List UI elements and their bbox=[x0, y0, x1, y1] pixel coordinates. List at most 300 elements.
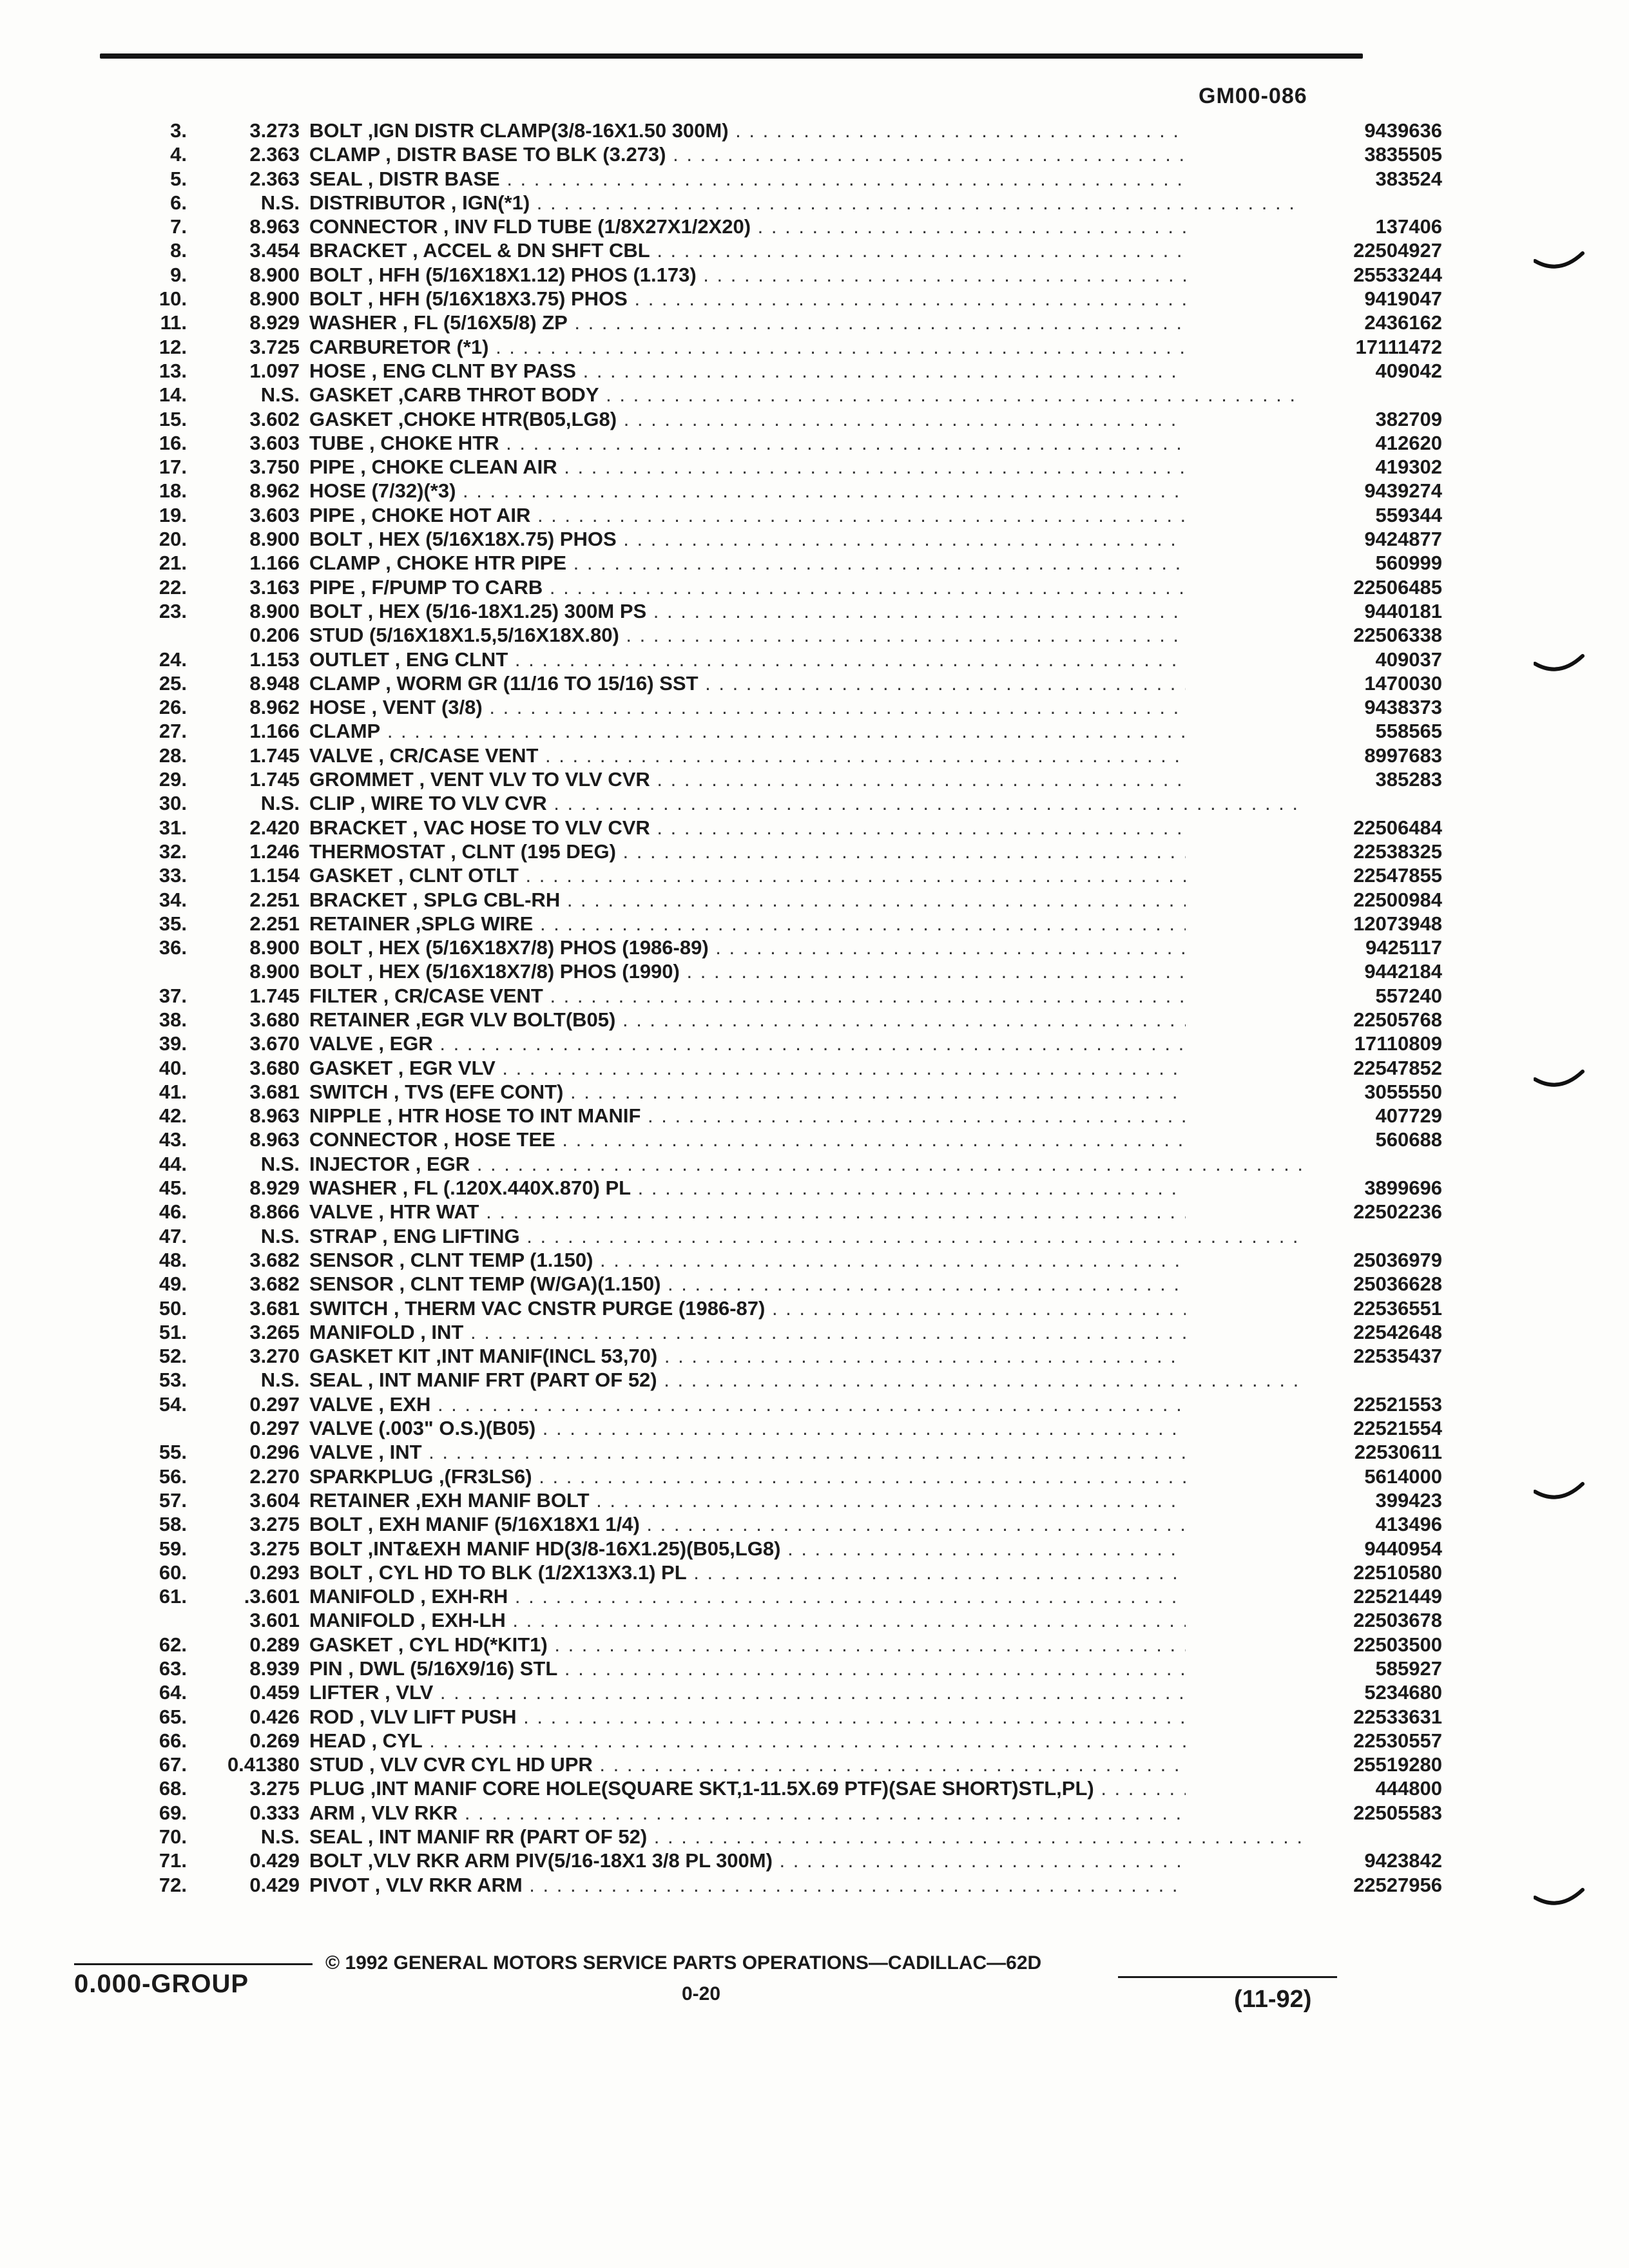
item-number: 16. bbox=[159, 431, 187, 454]
top-rule bbox=[100, 53, 1363, 59]
group-number: 0.296 bbox=[249, 1441, 300, 1464]
group-number: 1.745 bbox=[249, 984, 300, 1007]
item-number: 31. bbox=[159, 816, 187, 839]
group-number: N.S. bbox=[260, 1152, 300, 1175]
part-number: 22547855 bbox=[1186, 863, 1442, 887]
item-number: 48. bbox=[159, 1248, 187, 1271]
part-description: NIPPLE , HTR HOSE TO INT MANIF . . . bbox=[309, 1104, 1302, 1128]
item-number: 54. bbox=[159, 1392, 187, 1416]
part-row bbox=[97, 191, 1360, 215]
group-number: 0.293 bbox=[249, 1561, 300, 1584]
group-number: .3.601 bbox=[244, 1585, 300, 1608]
part-description: GASKET , EGR VLV . . . bbox=[309, 1056, 1302, 1080]
part-number: 5614000 bbox=[1186, 1465, 1442, 1488]
item-number: 21. bbox=[159, 552, 187, 575]
part-row bbox=[97, 648, 1442, 671]
part-row bbox=[97, 431, 1442, 455]
item-number: 61. bbox=[159, 1585, 187, 1608]
part-number: 412620 bbox=[1186, 431, 1442, 455]
item-number: 53. bbox=[159, 1369, 187, 1392]
part-description: STRAP , ENG LIFTING . . . bbox=[309, 1224, 1302, 1248]
group-number: N.S. bbox=[260, 1224, 300, 1247]
item-number: 11. bbox=[160, 311, 187, 334]
part-row bbox=[97, 1224, 1360, 1248]
part-number: 9424877 bbox=[1186, 527, 1442, 551]
copyright-line: © 1992 GENERAL MOTORS SERVICE PARTS OPERATIONS—CADILLAC—62D bbox=[325, 1952, 1042, 1974]
part-description: BOLT , CYL HD TO BLK (1/2X13X3.1) PL . . . bbox=[309, 1561, 1302, 1584]
part-description: VALVE , CR/CASE VENT . . . bbox=[309, 744, 1302, 767]
group-number: N.S. bbox=[260, 792, 300, 815]
group-number: 3.670 bbox=[249, 1032, 300, 1055]
item-number: 40. bbox=[159, 1056, 187, 1079]
part-row bbox=[97, 599, 1442, 623]
part-number: 22521449 bbox=[1186, 1584, 1442, 1608]
part-row bbox=[97, 671, 1442, 695]
part-row bbox=[97, 1104, 1442, 1128]
item-number: 32. bbox=[159, 840, 187, 863]
part-row bbox=[97, 1416, 1442, 1440]
item-number: 6. bbox=[170, 191, 187, 214]
part-row bbox=[97, 1873, 1442, 1897]
group-number: 3.681 bbox=[249, 1080, 300, 1103]
part-description: VALVE , EXH . . . bbox=[309, 1392, 1302, 1416]
part-row bbox=[97, 840, 1442, 863]
item-number: 47. bbox=[159, 1224, 187, 1247]
part-number: 409042 bbox=[1186, 359, 1442, 383]
part-description: MANIFOLD , EXH-RH . . . bbox=[309, 1584, 1302, 1608]
part-number: 22503678 bbox=[1186, 1608, 1442, 1632]
part-number: 9438373 bbox=[1186, 695, 1442, 719]
part-row bbox=[97, 888, 1442, 912]
part-description: HOSE , VENT (3/8) . . . bbox=[309, 695, 1302, 719]
group-number: 2.363 bbox=[249, 167, 300, 190]
item-number: 8. bbox=[170, 239, 187, 262]
group-number: 3.454 bbox=[249, 239, 300, 262]
item-number: 19. bbox=[159, 503, 187, 526]
part-description: BOLT ,INT&EXH MANIF HD(3/8-16X1.25)(B05,LG8) . . . bbox=[309, 1537, 1302, 1561]
group-number: 1.745 bbox=[249, 768, 300, 791]
part-description: THERMOSTAT , CLNT (195 DEG) . . . bbox=[309, 840, 1302, 863]
part-row bbox=[97, 912, 1442, 936]
page-number: 0-20 bbox=[682, 1983, 721, 2004]
part-row bbox=[97, 791, 1360, 815]
part-description: GASKET , CLNT OTLT . . . bbox=[309, 863, 1302, 887]
group-number: 8.939 bbox=[249, 1657, 300, 1680]
item-number: 55. bbox=[159, 1441, 187, 1464]
group-number: 8.900 bbox=[249, 936, 300, 959]
part-description: SENSOR , CLNT TEMP (W/GA)(1.150) . . . bbox=[309, 1272, 1302, 1296]
part-number: 9442184 bbox=[1186, 959, 1442, 983]
part-row bbox=[97, 1008, 1442, 1032]
group-number: 3.682 bbox=[249, 1273, 300, 1296]
item-number: 18. bbox=[159, 479, 187, 503]
part-row bbox=[97, 1608, 1442, 1632]
group-number: N.S. bbox=[260, 1369, 300, 1392]
item-number: 38. bbox=[159, 1008, 187, 1031]
part-row bbox=[97, 503, 1442, 527]
part-description: CLAMP , DISTR BASE TO BLK (3.273) . . . bbox=[309, 142, 1302, 166]
part-description: BOLT , EXH MANIF (5/16X18X1 1/4) . . . bbox=[309, 1512, 1302, 1536]
item-number: 17. bbox=[159, 456, 187, 479]
part-description: SEAL , INT MANIF FRT (PART OF 52) . . . bbox=[309, 1368, 1302, 1392]
part-description: MANIFOLD , EXH-LH . . . bbox=[309, 1608, 1302, 1632]
group-number: 8.900 bbox=[249, 287, 300, 311]
part-number: 2436162 bbox=[1186, 311, 1442, 334]
part-row bbox=[97, 1080, 1442, 1104]
part-row bbox=[97, 1633, 1442, 1657]
item-number: 7. bbox=[170, 215, 187, 238]
part-description: BRACKET , SPLG CBL-RH . . . bbox=[309, 888, 1302, 912]
part-description: SPARKPLUG ,(FR3LS6) . . . bbox=[309, 1465, 1302, 1488]
item-number: 25. bbox=[159, 671, 187, 695]
part-number: 5234680 bbox=[1186, 1680, 1442, 1704]
part-number: 25036979 bbox=[1186, 1248, 1442, 1272]
part-number: 22538325 bbox=[1186, 840, 1442, 863]
part-description: FILTER , CR/CASE VENT . . . bbox=[309, 984, 1302, 1008]
group-number: 8.900 bbox=[249, 263, 300, 286]
item-number: 37. bbox=[159, 984, 187, 1007]
part-description: BOLT , HEX (5/16X18X7/8) PHOS (1986-89) . . . bbox=[309, 936, 1302, 959]
item-number: 72. bbox=[159, 1873, 187, 1896]
part-number: 22521554 bbox=[1186, 1416, 1442, 1440]
item-number: 71. bbox=[159, 1849, 187, 1872]
part-description: BOLT , HEX (5/16-18X1.25) 300M PS . . . bbox=[309, 599, 1302, 623]
part-description: LIFTER , VLV . . . bbox=[309, 1680, 1302, 1704]
part-description: CLIP , WIRE TO VLV CVR . . . bbox=[309, 791, 1302, 815]
part-number: 22530611 bbox=[1186, 1440, 1442, 1464]
part-row bbox=[97, 1344, 1442, 1368]
item-number: 22. bbox=[159, 575, 187, 599]
part-description: CLAMP . . . bbox=[309, 719, 1302, 743]
part-description: WASHER , FL (5/16X5/8) ZP . . . bbox=[309, 311, 1302, 334]
part-number: 585927 bbox=[1186, 1657, 1442, 1680]
part-row bbox=[97, 1488, 1442, 1512]
item-number: 70. bbox=[159, 1825, 187, 1849]
part-number: 22503500 bbox=[1186, 1633, 1442, 1657]
part-number: 558565 bbox=[1186, 719, 1442, 743]
part-row bbox=[97, 1512, 1442, 1536]
group-number: 8.962 bbox=[249, 696, 300, 719]
group-number: 3.601 bbox=[249, 1609, 300, 1632]
item-number: 34. bbox=[159, 888, 187, 911]
part-description: SWITCH , TVS (EFE CONT) . . . bbox=[309, 1080, 1302, 1104]
part-row bbox=[97, 1152, 1360, 1176]
item-number: 67. bbox=[159, 1753, 187, 1776]
part-row bbox=[97, 1753, 1442, 1776]
part-row bbox=[97, 863, 1442, 887]
part-number: 383524 bbox=[1186, 167, 1442, 191]
part-row bbox=[97, 1729, 1442, 1753]
group-label: 0.000-GROUP bbox=[74, 1970, 249, 1998]
part-row bbox=[97, 1368, 1360, 1392]
group-number: 0.429 bbox=[249, 1873, 300, 1896]
part-row bbox=[97, 1825, 1360, 1849]
group-number: N.S. bbox=[260, 383, 300, 407]
part-number: 22542648 bbox=[1186, 1320, 1442, 1344]
group-number: 8.963 bbox=[249, 215, 300, 238]
group-number: 2.251 bbox=[249, 912, 300, 935]
group-number: 8.963 bbox=[249, 1128, 300, 1151]
part-row bbox=[97, 119, 1442, 142]
parts-list bbox=[97, 119, 1442, 1897]
item-number: 15. bbox=[159, 407, 187, 430]
part-row bbox=[97, 407, 1442, 431]
group-number: 2.251 bbox=[249, 888, 300, 911]
item-number: 59. bbox=[159, 1537, 187, 1560]
group-number: 1.154 bbox=[249, 864, 300, 887]
binding-hole-mark bbox=[1534, 248, 1585, 280]
item-number: 28. bbox=[159, 744, 187, 767]
part-row bbox=[97, 1056, 1442, 1080]
group-number: 3.680 bbox=[249, 1056, 300, 1079]
group-number: 8.948 bbox=[249, 671, 300, 695]
part-number: 17111472 bbox=[1186, 335, 1442, 359]
part-number: 22506484 bbox=[1186, 816, 1442, 840]
item-number: 69. bbox=[159, 1801, 187, 1824]
part-description: VALVE , INT . . . bbox=[309, 1440, 1302, 1464]
part-number: 22506485 bbox=[1186, 575, 1442, 599]
group-number: N.S. bbox=[260, 191, 300, 214]
part-number: 9423842 bbox=[1186, 1849, 1442, 1872]
part-number: 557240 bbox=[1186, 984, 1442, 1008]
part-row bbox=[97, 311, 1442, 334]
part-number: 3835505 bbox=[1186, 142, 1442, 166]
part-number: 9439274 bbox=[1186, 479, 1442, 503]
part-number: 9439636 bbox=[1186, 119, 1442, 142]
part-number: 382709 bbox=[1186, 407, 1442, 431]
group-number: 3.265 bbox=[249, 1320, 300, 1343]
item-number: 36. bbox=[159, 936, 187, 959]
part-row bbox=[97, 455, 1442, 479]
part-number: 22535437 bbox=[1186, 1344, 1442, 1368]
part-row bbox=[97, 551, 1442, 575]
part-description: HOSE , ENG CLNT BY PASS . . . bbox=[309, 359, 1302, 383]
item-number: 4. bbox=[170, 143, 187, 166]
part-number: 559344 bbox=[1186, 503, 1442, 527]
group-number: 1.166 bbox=[249, 552, 300, 575]
group-number: 3.603 bbox=[249, 431, 300, 454]
part-number: 8997683 bbox=[1186, 744, 1442, 767]
part-description: CONNECTOR , INV FLD TUBE (1/8X27X1/2X20) . . . bbox=[309, 215, 1302, 238]
date-code: (11-92) bbox=[1234, 1986, 1312, 2013]
group-number: 3.275 bbox=[249, 1777, 300, 1800]
item-number: 20. bbox=[159, 528, 187, 551]
part-row bbox=[97, 1392, 1442, 1416]
part-number: 22547852 bbox=[1186, 1056, 1442, 1080]
group-number: 0.459 bbox=[249, 1681, 300, 1704]
part-description: PIPE , F/PUMP TO CARB . . . bbox=[309, 575, 1302, 599]
group-number: 1.097 bbox=[249, 359, 300, 382]
part-description: STUD , VLV CVR CYL HD UPR . . . bbox=[309, 1753, 1302, 1776]
part-row bbox=[97, 1705, 1442, 1729]
group-number: 3.602 bbox=[249, 407, 300, 430]
group-number: 8.962 bbox=[249, 479, 300, 503]
part-description: BOLT , HEX (5/16X18X.75) PHOS . . . bbox=[309, 527, 1302, 551]
group-number: 0.297 bbox=[249, 1392, 300, 1416]
item-number: 64. bbox=[159, 1681, 187, 1704]
part-row bbox=[97, 1296, 1442, 1320]
part-description: BOLT ,IGN DISTR CLAMP(3/8-16X1.50 300M) . . . bbox=[309, 119, 1302, 142]
item-number: 35. bbox=[159, 912, 187, 935]
part-row bbox=[97, 1465, 1442, 1488]
group-number: 0.41380 bbox=[227, 1753, 300, 1776]
part-row bbox=[97, 695, 1442, 719]
part-row bbox=[97, 1248, 1442, 1272]
group-number: 0.297 bbox=[249, 1417, 300, 1440]
part-row bbox=[97, 1440, 1442, 1464]
part-description: BOLT , HEX (5/16X18X7/8) PHOS (1990) . . . bbox=[309, 959, 1302, 983]
part-row bbox=[97, 1849, 1442, 1872]
item-number: 60. bbox=[159, 1561, 187, 1584]
item-number: 27. bbox=[159, 720, 187, 743]
part-number: 1470030 bbox=[1186, 671, 1442, 695]
group-number: 3.163 bbox=[249, 575, 300, 599]
part-row bbox=[97, 575, 1442, 599]
group-number: 3.681 bbox=[249, 1296, 300, 1320]
part-row bbox=[97, 959, 1442, 983]
group-number: 0.429 bbox=[249, 1849, 300, 1872]
part-number: 22536551 bbox=[1186, 1296, 1442, 1320]
footer-rule-right bbox=[1118, 1976, 1337, 1978]
part-description: VALVE , HTR WAT . . . bbox=[309, 1200, 1302, 1224]
item-number: 66. bbox=[159, 1729, 187, 1752]
part-description: BOLT , HFH (5/16X18X3.75) PHOS . . . bbox=[309, 287, 1302, 311]
part-number: 25036628 bbox=[1186, 1272, 1442, 1296]
item-number: 26. bbox=[159, 696, 187, 719]
part-number: 9440181 bbox=[1186, 599, 1442, 623]
item-number: 68. bbox=[159, 1777, 187, 1800]
part-row bbox=[97, 1657, 1442, 1680]
part-number: 407729 bbox=[1186, 1104, 1442, 1128]
part-description: PIPE , CHOKE HOT AIR . . . bbox=[309, 503, 1302, 527]
group-number: 2.420 bbox=[249, 816, 300, 839]
item-number: 49. bbox=[159, 1273, 187, 1296]
part-row bbox=[97, 984, 1442, 1008]
part-description: SWITCH , THERM VAC CNSTR PURGE (1986-87) . . . bbox=[309, 1296, 1302, 1320]
item-number: 57. bbox=[159, 1488, 187, 1512]
item-number: 52. bbox=[159, 1345, 187, 1368]
item-number: 44. bbox=[159, 1152, 187, 1175]
part-number: 22500984 bbox=[1186, 888, 1442, 912]
part-row bbox=[97, 479, 1442, 503]
part-row bbox=[97, 527, 1442, 551]
item-number: 24. bbox=[159, 648, 187, 671]
part-description: PIVOT , VLV RKR ARM . . . bbox=[309, 1873, 1302, 1897]
item-number: 29. bbox=[159, 768, 187, 791]
part-row bbox=[97, 719, 1442, 743]
part-description: SEAL , INT MANIF RR (PART OF 52) . . . bbox=[309, 1825, 1302, 1849]
part-description: INJECTOR , EGR . . . bbox=[309, 1152, 1302, 1176]
part-number: 560688 bbox=[1186, 1128, 1442, 1151]
group-number: 3.270 bbox=[249, 1345, 300, 1368]
part-row bbox=[97, 359, 1442, 383]
part-row bbox=[97, 1537, 1442, 1561]
part-number: 9425117 bbox=[1186, 936, 1442, 959]
part-row bbox=[97, 744, 1442, 767]
part-description: RETAINER ,SPLG WIRE . . . bbox=[309, 912, 1302, 936]
part-number: 22533631 bbox=[1186, 1705, 1442, 1729]
part-description: GASKET KIT ,INT MANIF(INCL 53,70) . . . bbox=[309, 1344, 1302, 1368]
group-number: 3.682 bbox=[249, 1248, 300, 1271]
group-number: 3.750 bbox=[249, 456, 300, 479]
part-number: 12073948 bbox=[1186, 912, 1442, 936]
group-number: 1.246 bbox=[249, 840, 300, 863]
part-row bbox=[97, 238, 1442, 262]
part-description: BRACKET , VAC HOSE TO VLV CVR . . . bbox=[309, 816, 1302, 840]
part-row bbox=[97, 383, 1360, 407]
item-number: 56. bbox=[159, 1465, 187, 1488]
part-row bbox=[97, 263, 1442, 287]
part-row bbox=[97, 816, 1442, 840]
part-row bbox=[97, 215, 1442, 238]
group-number: 2.363 bbox=[249, 143, 300, 166]
group-number: 8.900 bbox=[249, 960, 300, 983]
group-number: 3.603 bbox=[249, 503, 300, 526]
item-number: 43. bbox=[159, 1128, 187, 1151]
part-row bbox=[97, 287, 1442, 311]
part-description: VALVE , EGR . . . bbox=[309, 1032, 1302, 1055]
item-number: 45. bbox=[159, 1177, 187, 1200]
part-row bbox=[97, 936, 1442, 959]
part-number: 17110809 bbox=[1186, 1032, 1442, 1055]
group-number: 3.725 bbox=[249, 335, 300, 358]
group-number: 0.289 bbox=[249, 1633, 300, 1656]
item-number: 39. bbox=[159, 1032, 187, 1055]
part-number: 399423 bbox=[1186, 1488, 1442, 1512]
group-number: 0.333 bbox=[249, 1801, 300, 1824]
item-number: 30. bbox=[159, 792, 187, 815]
part-number: 22505768 bbox=[1186, 1008, 1442, 1032]
group-number: 3.604 bbox=[249, 1488, 300, 1512]
part-number: 444800 bbox=[1186, 1776, 1442, 1800]
group-number: 3.680 bbox=[249, 1008, 300, 1031]
part-description: PIPE , CHOKE CLEAN AIR . . . bbox=[309, 455, 1302, 479]
part-number: 22505583 bbox=[1186, 1801, 1442, 1825]
part-row bbox=[97, 1272, 1442, 1296]
part-description: BOLT , HFH (5/16X18X1.12) PHOS (1.173) . . . bbox=[309, 263, 1302, 287]
footer-rule-left bbox=[74, 1963, 313, 1965]
part-description: RETAINER ,EXH MANIF BOLT . . . bbox=[309, 1488, 1302, 1512]
part-row bbox=[97, 767, 1442, 791]
part-description: TUBE , CHOKE HTR . . . bbox=[309, 431, 1302, 455]
part-number: 3899696 bbox=[1186, 1176, 1442, 1200]
group-number: 1.745 bbox=[249, 744, 300, 767]
group-number: 1.166 bbox=[249, 720, 300, 743]
part-description: CARBURETOR (*1) . . . bbox=[309, 335, 1302, 359]
part-description: GASKET ,CHOKE HTR(B05,LG8) . . . bbox=[309, 407, 1302, 431]
part-description: GASKET ,CARB THROT BODY . . . bbox=[309, 383, 1302, 407]
part-number: 22527956 bbox=[1186, 1873, 1442, 1897]
part-description: STUD (5/16X18X1.5,5/16X18X.80) . . . bbox=[309, 623, 1302, 647]
part-row bbox=[97, 1584, 1442, 1608]
group-number: 2.270 bbox=[249, 1465, 300, 1488]
part-number: 22521553 bbox=[1186, 1392, 1442, 1416]
part-number: 409037 bbox=[1186, 648, 1442, 671]
item-number: 3. bbox=[170, 119, 187, 142]
item-number: 62. bbox=[159, 1633, 187, 1656]
part-number: 385283 bbox=[1186, 767, 1442, 791]
part-number: 22530557 bbox=[1186, 1729, 1442, 1753]
part-number: 25519280 bbox=[1186, 1753, 1442, 1776]
group-number: 1.153 bbox=[249, 648, 300, 671]
part-row bbox=[97, 1776, 1442, 1800]
part-description: VALVE (.003" O.S.)(B05) . . . bbox=[309, 1416, 1302, 1440]
part-description: RETAINER ,EGR VLV BOLT(B05) . . . bbox=[309, 1008, 1302, 1032]
group-number: 8.963 bbox=[249, 1104, 300, 1128]
item-number: 14. bbox=[159, 383, 187, 407]
item-number: 9. bbox=[170, 263, 187, 286]
binding-hole-mark bbox=[1534, 1479, 1585, 1511]
